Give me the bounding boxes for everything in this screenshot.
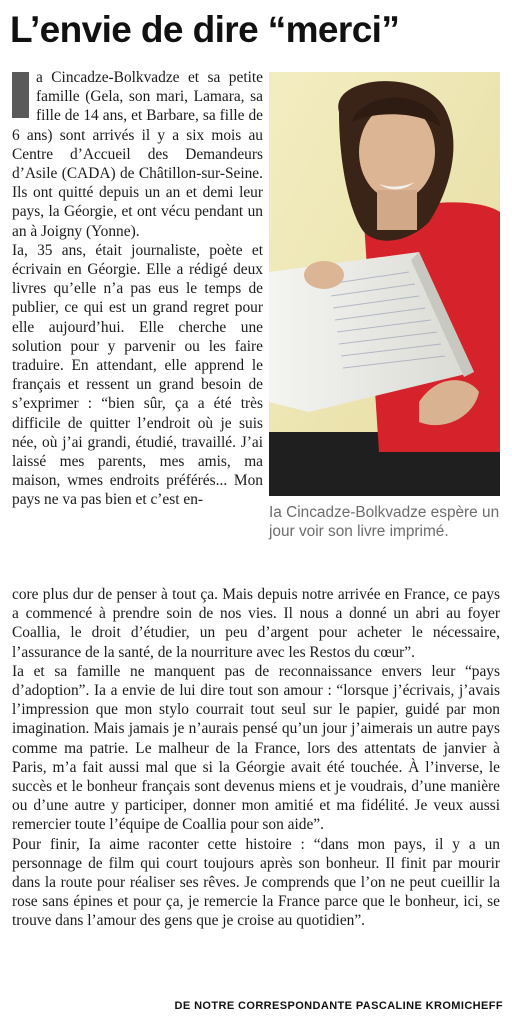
portrait-photo <box>269 72 500 496</box>
paragraph-closing: Pour finir, Ia aime raconter cette histoire : “dans mon pays, il y a un personnage de film qui court toujours après son bonheur. Il finit par mourir dans la route pour réaliser ses rêves. Je comprends que l’on ne peut cueillir la rose sans épines et pour ça, je remercie la France parce que le bonheur, ici, se trouve dans l’amour des gens que je croise au quotidien”. <box>12 835 500 930</box>
paragraph-gratitude: Ia et sa famille ne manquent pas de reconnaissance envers leur “pays d’adoption”. Ia a envie de lui dire tout son amour : “lorsque j’écrivais, j’avais l’impression que mon stylo courrait tout seul sur le papier, guidé par mon imagination. Mais jamais je n’aurais pensé qu’un jour j’aimerais un autre pays comme ma patrie. Le malheur de la France, lors des attentats de janvier à Paris, m’a fait aussi mal que si la Géorgie avait été touchée. À l’inverse, le succès et le bonheur français sont devenus miens et je voudrais, d’une manière ou d’une autre y participer, donner mon amitié et ma fidélité. Je veux aussi remercier toute l’équipe de Coallia pour son aide”. <box>12 662 500 834</box>
drop-cap <box>12 72 29 118</box>
article-column <box>12 68 263 510</box>
photo <box>269 72 500 496</box>
paragraph-biography-continued: core plus dur de penser à tout ça. Mais depuis notre arrivée en France, ce pays a commencé à prendre soin de nos vies. Il nous a donné un abri au foyer Coallia, le droit d’étudier, un peu d’argent pour acheter le nécessaire, l’assurance de la santé, de la nourriture avec les Restos du cœur”. <box>12 586 500 661</box>
paragraph-biography: Ia, 35 ans, était journaliste, poète et écrivain en Géorgie. Elle a rédigé deux livres qu’elle n’a pas eus le temps de publier, ce qui est un grand regret pour elle aujourd’hui. Elle cherche une solution pour y parvenir ou les faire traduire. En attendant, elle apprend le français et ressent un grand besoin de s’exprimer : “bien sûr, ça a été très difficile de quitter l’endroit où je suis née, où j’ai grandi, étudié, travaillé. J’ai laissé mes parents, mes amis, ma maison, wmes endroits préférés... Mon pays ne va pas bien et c’est en- <box>12 241 263 509</box>
author-credit: DE NOTRE CORRESPONDANTE PASCALINE KROMICHEFF <box>174 1000 503 1012</box>
paragraph-intro <box>12 68 263 241</box>
photo-caption: Ia Cincadze-Bolkvadze espère un jour voir son livre imprimé. <box>269 504 500 540</box>
article-full-width <box>12 585 500 931</box>
headline: L’envie de dire “merci” <box>10 9 400 50</box>
paragraph-intro-text: a Cincadze-Bolkvadze et sa petite famille (Gela, son mari, Lamara, sa fille de 14 ans, et Barbare, sa fille de 6 ans) sont arrivés il y a six mois au Centre d’Accueil des Demandeurs d’Asile (CADA) de Châtillon-sur-Seine. Ils ont quitté depuis un an et demi leur pays, la Géorgie, et ont vécu pendant un an à Joigny (Yonne). <box>12 69 263 240</box>
